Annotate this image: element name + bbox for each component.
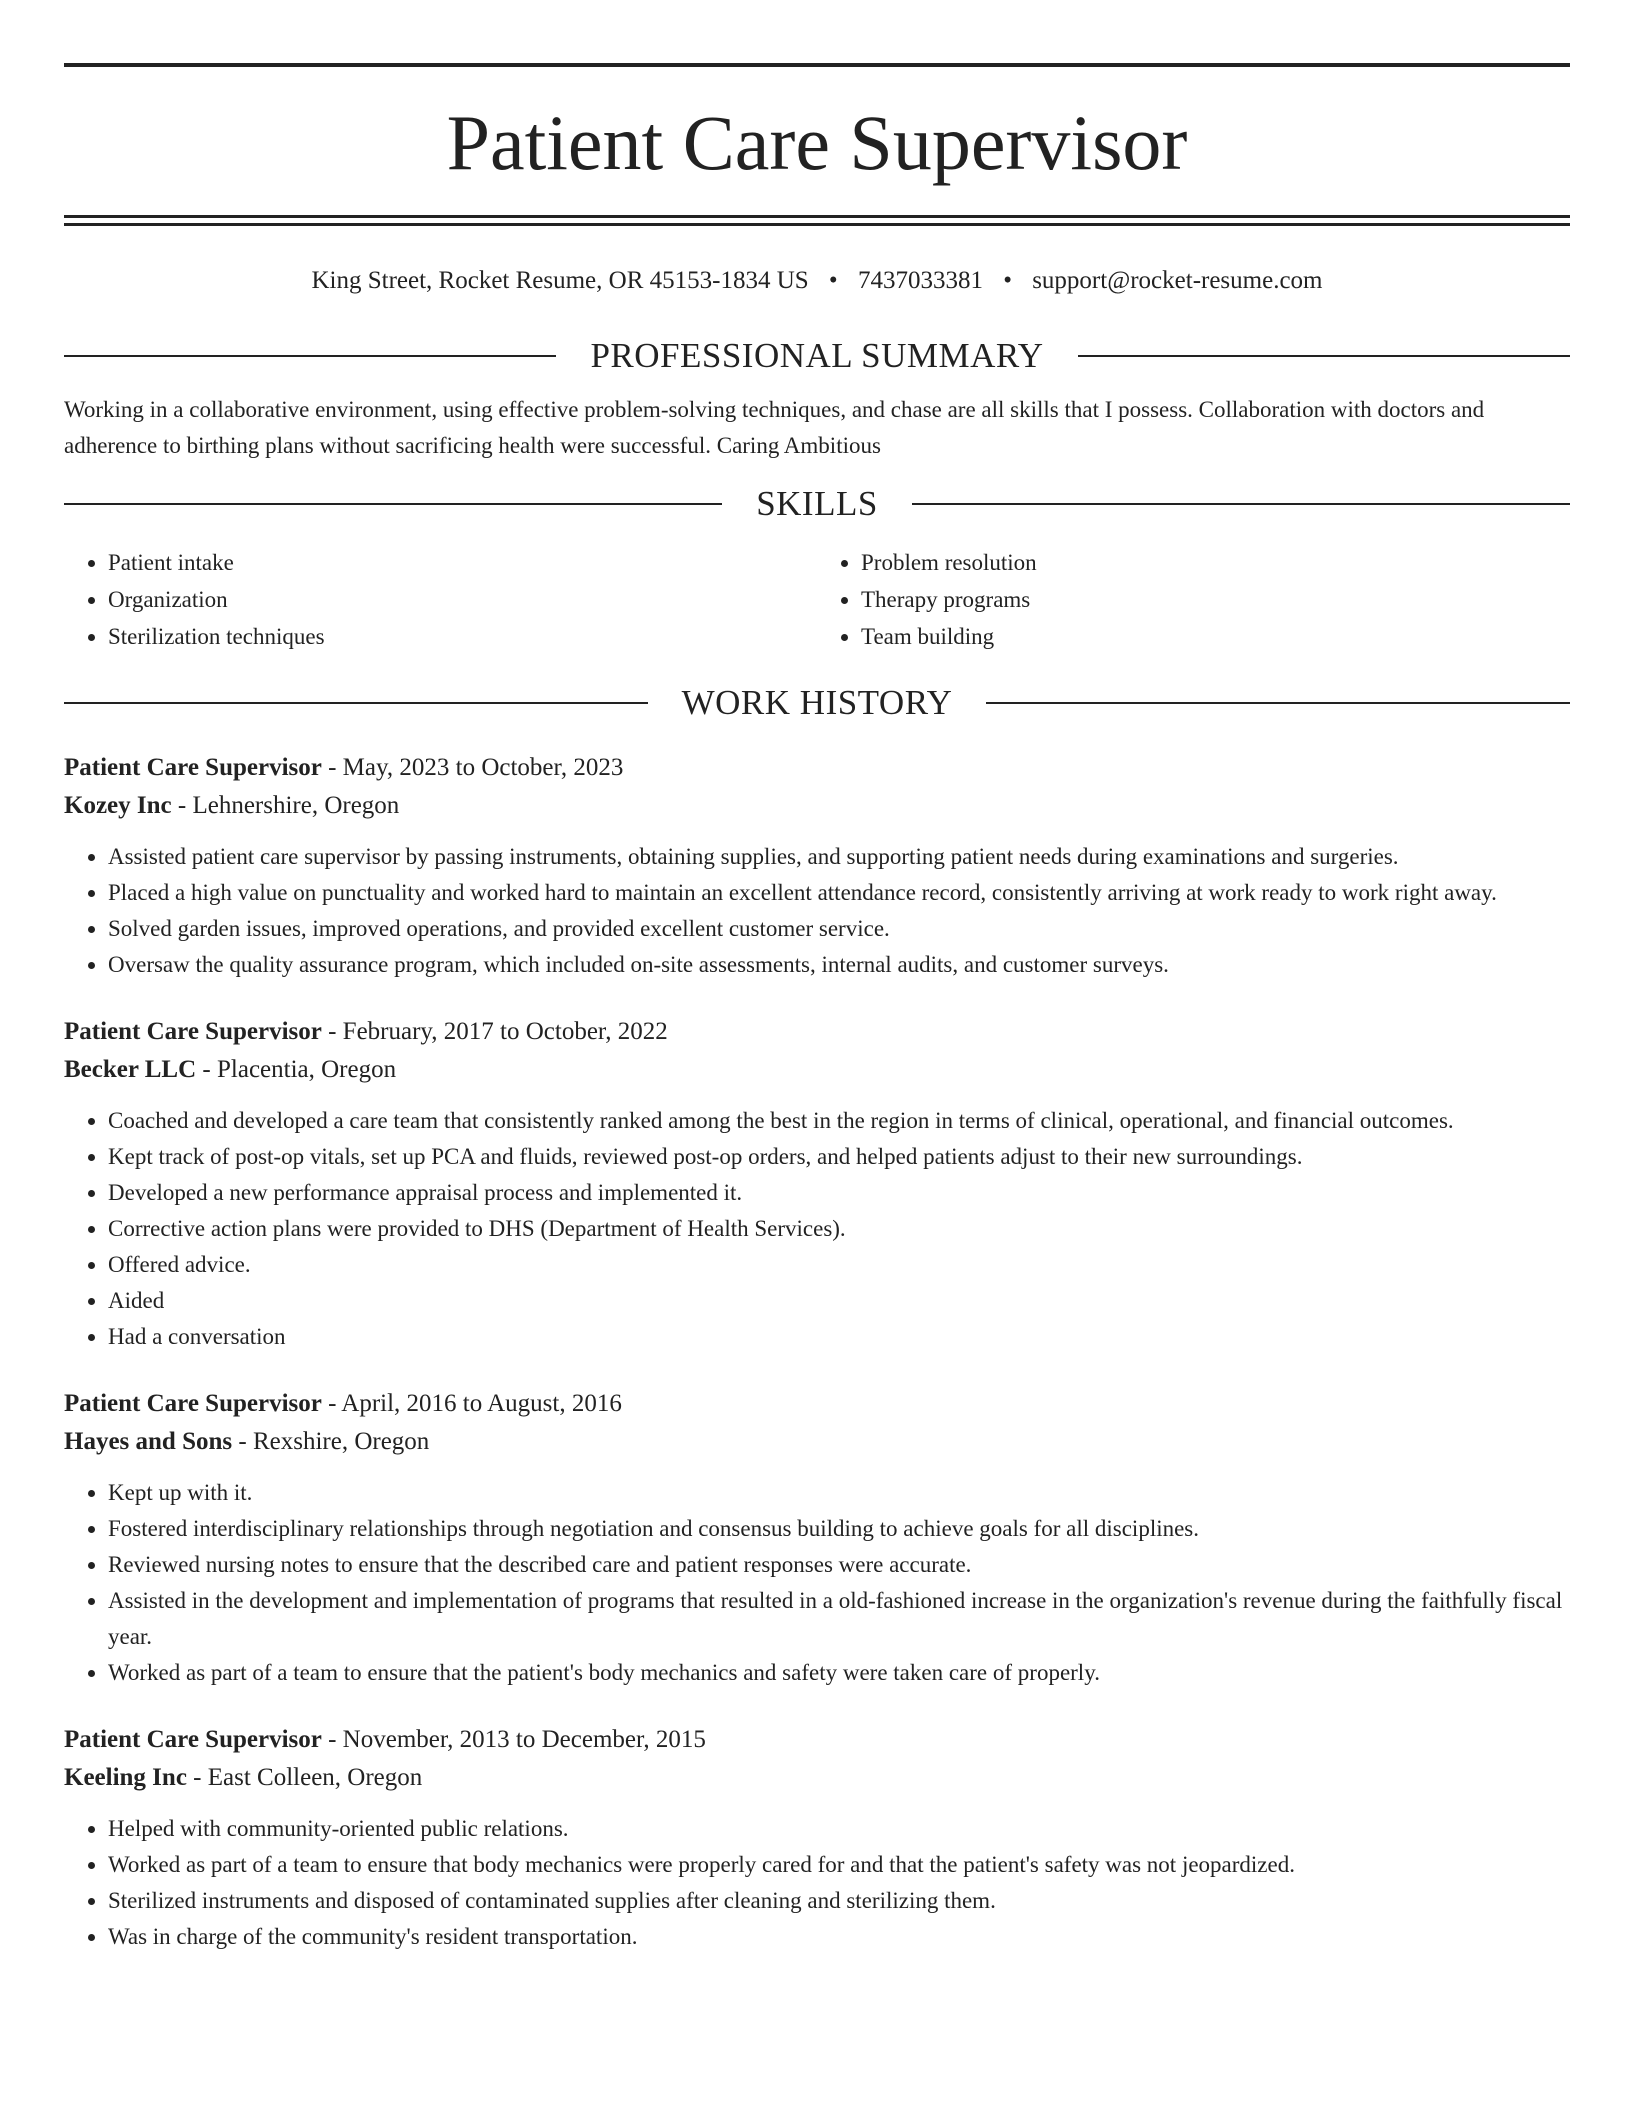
double-rule [64, 215, 1570, 226]
skills-list [64, 544, 1570, 655]
job-bullet: • Reviewed nursing notes to ensure that the described care and patient responses were accurate. [108, 1547, 1570, 1583]
skills-title: SKILLS [756, 484, 878, 523]
top-rule [64, 63, 1570, 67]
job-dates: - April, 2016 to August, 2016 [328, 1390, 622, 1417]
job-title-line [64, 1385, 1570, 1423]
job-title-line [64, 1013, 1570, 1051]
job-dates: - May, 2023 to October, 2023 [328, 754, 624, 781]
contact-separator: • [828, 267, 838, 294]
job-bullet: • Sterilized instruments and disposed of contaminated supplies after cleaning and sterilizing them. [108, 1883, 1570, 1919]
skill-item: • Team building [861, 618, 1570, 655]
job-title: Patient Care Supervisor [64, 754, 322, 781]
job-company: Kozey Inc [64, 792, 172, 819]
heading-rule [64, 503, 722, 505]
skills-column-left [64, 544, 817, 655]
job-title: Patient Care Supervisor [64, 1018, 322, 1045]
job-bullet: • Corrective action plans were provided to DHS (Department of Health Services). [108, 1211, 1570, 1247]
heading-rule [64, 355, 556, 357]
job-dates: - February, 2017 to October, 2022 [328, 1018, 668, 1045]
work-heading [64, 681, 1570, 725]
job-entry [64, 1385, 1570, 1691]
job-company: Hayes and Sons [64, 1428, 233, 1455]
job-company: Keeling Inc [64, 1764, 187, 1791]
contact-separator: • [1003, 267, 1012, 294]
contact-address: King Street, Rocket Resume, OR 45153-1834 US [311, 267, 809, 294]
job-company-line [64, 1051, 1570, 1089]
contact-phone: 7437033381 [857, 267, 983, 294]
job-bullet: • Worked as part of a team to ensure that the patient's body mechanics and safety were taken care of properly. [108, 1655, 1570, 1691]
job-location: - Rexshire, Oregon [238, 1428, 430, 1455]
job-bullet: • Offered advice. [108, 1247, 1570, 1283]
resume-content [64, 63, 1570, 1955]
job-company-line [64, 787, 1570, 825]
job-bullet: • Was in charge of the community's resident transportation. [108, 1919, 1570, 1955]
resume-name: Patient Care Supervisor [446, 99, 1188, 186]
contact-line [64, 264, 1570, 298]
heading-rule [64, 702, 648, 704]
job-company: Becker LLC [64, 1056, 197, 1083]
job-bullet: • Worked as part of a team to ensure that body mechanics were properly cared for and that the patient's safety was not jeopardized. [108, 1847, 1570, 1883]
heading-rule [912, 503, 1570, 505]
job-title: Patient Care Supervisor [64, 1390, 322, 1417]
job-bullet: • Helped with community-oriented public relations. [108, 1811, 1570, 1847]
job-bullets [64, 1475, 1570, 1691]
job-entry [64, 1721, 1570, 1955]
skill-item: • Organization [108, 581, 817, 618]
job-title: Patient Care Supervisor [64, 1726, 322, 1753]
job-bullet: • Fostered interdisciplinary relationships through negotiation and consensus building to achieve goals for all disciplines. [108, 1511, 1570, 1547]
summary-title: PROFESSIONAL SUMMARY [590, 336, 1044, 375]
job-entry [64, 749, 1570, 983]
job-entry [64, 1013, 1570, 1355]
work-title: WORK HISTORY [681, 683, 953, 722]
skills-heading [64, 482, 1570, 526]
heading-rule [986, 702, 1570, 704]
job-dates: - November, 2013 to December, 2015 [328, 1726, 706, 1753]
job-location: - East Colleen, Oregon [193, 1764, 423, 1791]
skill-item: • Patient intake [108, 544, 817, 581]
job-bullet: • Coached and developed a care team that consistently ranked among the best in the region in terms of clinical, operational, and financial outcomes. [108, 1103, 1570, 1139]
heading-rule [1078, 355, 1570, 357]
job-location: - Placentia, Oregon [202, 1056, 397, 1083]
job-bullet: • Kept up with it. [108, 1475, 1570, 1511]
skills-column-right [817, 544, 1570, 655]
job-bullets [64, 1811, 1570, 1955]
job-bullet: • Solved garden issues, improved operations, and provided excellent customer service. [108, 911, 1570, 947]
job-company-line [64, 1759, 1570, 1797]
contact-email: support@rocket-resume.com [1032, 267, 1323, 294]
summary-heading [64, 334, 1570, 378]
skill-item: • Therapy programs [861, 581, 1570, 618]
job-location: - Lehnershire, Oregon [177, 792, 400, 819]
job-bullet: • Oversaw the quality assurance program, which included on-site assessments, internal audits, and customer surveys. [108, 947, 1570, 983]
summary-text: Working in a collaborative environment, using effective problem-solving techniques, and chase are all skills that I possess. Collaboration with doctors and adherence to birthing plans without sacrificing health were successful. Caring Ambitious [64, 397, 1485, 458]
job-company-line [64, 1423, 1570, 1461]
job-bullet: • Had a conversation [108, 1319, 1570, 1355]
job-bullet: • Kept track of post-op vitals, set up PCA and fluids, reviewed post-op orders, and helped patients adjust to their new surroundings. [108, 1139, 1570, 1175]
job-bullets [64, 839, 1570, 983]
skill-item: • Sterilization techniques [108, 618, 817, 655]
job-bullet: • Assisted patient care supervisor by passing instruments, obtaining supplies, and supporting patient needs during examinations and surgeries. [108, 839, 1570, 875]
skill-item: • Problem resolution [861, 544, 1570, 581]
job-title-line [64, 749, 1570, 787]
job-bullet: • Developed a new performance appraisal process and implemented it. [108, 1175, 1570, 1211]
job-bullets [64, 1103, 1570, 1355]
job-bullet: • Placed a high value on punctuality and worked hard to maintain an excellent attendance record, consistently arriving at work ready to work right away. [108, 875, 1570, 911]
job-bullet: • Aided [108, 1283, 1570, 1319]
job-bullet: • Assisted in the development and implementation of programs that resulted in a old-fashioned increase in the organization's revenue during the faithfully fiscal year. [108, 1583, 1570, 1655]
job-title-line [64, 1721, 1570, 1759]
